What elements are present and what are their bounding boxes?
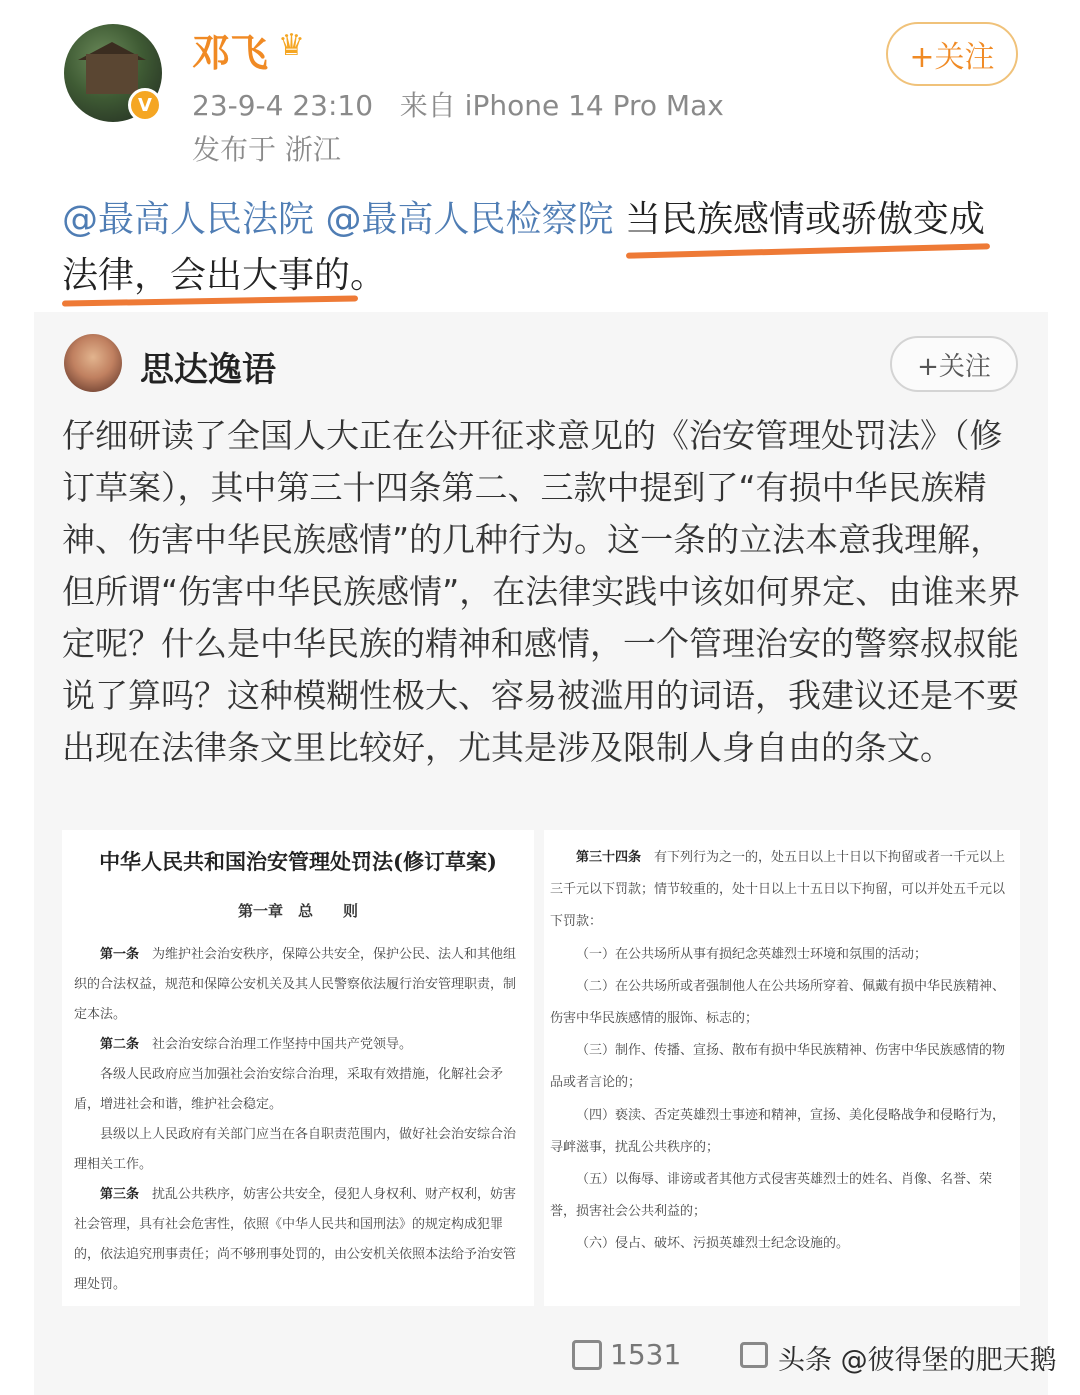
mention-link[interactable]: @最高人民检察院: [325, 199, 614, 240]
post-meta: [192, 84, 724, 124]
article-item: （六）侵占、破坏、污损英雄烈士纪念设施的。: [576, 1236, 850, 1252]
article-text: 扰乱公共秩序，妨害公共安全，侵犯人身权利、财产权利，妨害社会管理，具有社会危害性，依照《中华人民共和国刑法》的规定构成犯罪的，依法追究刑事责任；尚不够刑事处罚的，由公安机关依照本法给予治安管理处罚。: [74, 1187, 517, 1292]
timestamp: 23-9-4 23:10: [192, 89, 374, 122]
watermark-text: 头条 @彼得堡的肥天鹅: [778, 1345, 1057, 1376]
article-heading: 第一条: [100, 947, 140, 962]
article-text: 为维护社会治安秩序，保障公共安全，保护公民、法人和其他组织的合法权益，规范和保障公安机关及其人民警察依法履行治安管理职责，制定本法。: [74, 947, 517, 1022]
article-text: 县级以上人民政府有关部门应当在各自职责范围内，做好社会治安综合治理相关工作。: [74, 1127, 517, 1172]
share-count[interactable]: 1531: [610, 1338, 682, 1371]
article-heading: 第三十四条: [576, 850, 642, 865]
article-item: （一）在公共场所从事有损纪念英雄烈士环境和氛围的活动；: [576, 946, 928, 962]
follow-button[interactable]: +关注: [886, 22, 1018, 86]
username[interactable]: 邓飞: [192, 31, 269, 75]
document-image-left[interactable]: [62, 830, 534, 1306]
repost-follow-button[interactable]: +关注: [890, 336, 1018, 392]
post-text-line2: 法律，会出大事的。: [62, 255, 387, 296]
repost-avatar[interactable]: [64, 334, 122, 392]
article-text: 有下列行为之一的，处五日以上十日以下拘留或者一千元以上三千元以下罚款；情节较重的，处十日以上十五日以下拘留，可以并处五千元以下罚款：: [550, 850, 1006, 930]
post-text-line1: 当民族感情或骄傲变成: [624, 199, 985, 240]
doc-body: [74, 940, 526, 1300]
doc-chapter: 第一章 总 则: [237, 902, 358, 920]
article-heading: 第二条: [100, 1037, 140, 1052]
article-item: （五）以侮辱、诽谤或者其他方式侵害英雄烈士的姓名、肖像、名誉、荣誉，损害社会公共利益的；: [550, 1172, 993, 1220]
article-item: （二）在公共场所或者强制他人在公共场所穿着、佩戴有损中华民族精神、伤害中华民族感情的服饰、标志的；: [550, 978, 1006, 1027]
verified-badge-icon: V: [128, 88, 162, 122]
article-text: 社会治安综合治理工作坚持中国共产党领导。: [152, 1037, 413, 1052]
comment-icon[interactable]: [740, 1342, 768, 1368]
post-location: 发布于 浙江: [192, 133, 341, 166]
document-image-right[interactable]: [544, 830, 1020, 1306]
source: 来自 iPhone 14 Pro Max: [399, 89, 724, 122]
avatar-hut-shape: [86, 54, 138, 94]
article-heading: 第三条: [100, 1187, 140, 1202]
article-text: 各级人民政府应当加强社会治安综合治理，采取有效措施，化解社会矛盾，增进社会和谐，维护社会稳定。: [74, 1067, 504, 1112]
repost-username[interactable]: 思达逸语: [140, 350, 276, 390]
repost-text: 仔细研读了全国人大正在公开征求意见的《治安管理处罚法》（修订草案），其中第三十四条第二、三款中提到了“有损中华民族精神、伤害中华民族感情”的几种行为。这一条的立法本意我理解，但所谓“伤害中华民族感情”，在法律实践中该如何界定、由谁来界定呢？什么是中华民族的精神和感情，一个管理治安的警察叔叔能说了算吗？这种模糊性极大、容易被滥用的词语，我建议还是不要出现在法律条文里比较好，尤其是涉及限制人身自由的条文。: [62, 416, 1021, 767]
doc-title: 中华人民共和国治安管理处罚法(修订草案): [99, 849, 497, 874]
share-icon[interactable]: [572, 1340, 602, 1370]
article-item: （四）亵渎、否定英雄烈士事迹和精神，宣扬、美化侵略战争和侵略行为，寻衅滋事，扰乱公共秩序的；: [550, 1107, 1006, 1155]
doc-body: [550, 842, 1016, 1261]
mention-link[interactable]: @最高人民法院: [62, 199, 315, 240]
crown-icon: ♛: [278, 28, 305, 63]
article-item: （三）制作、传播、宣扬、散布有损中华民族精神、伤害中华民族感情的物品或者言论的；: [550, 1043, 1006, 1091]
